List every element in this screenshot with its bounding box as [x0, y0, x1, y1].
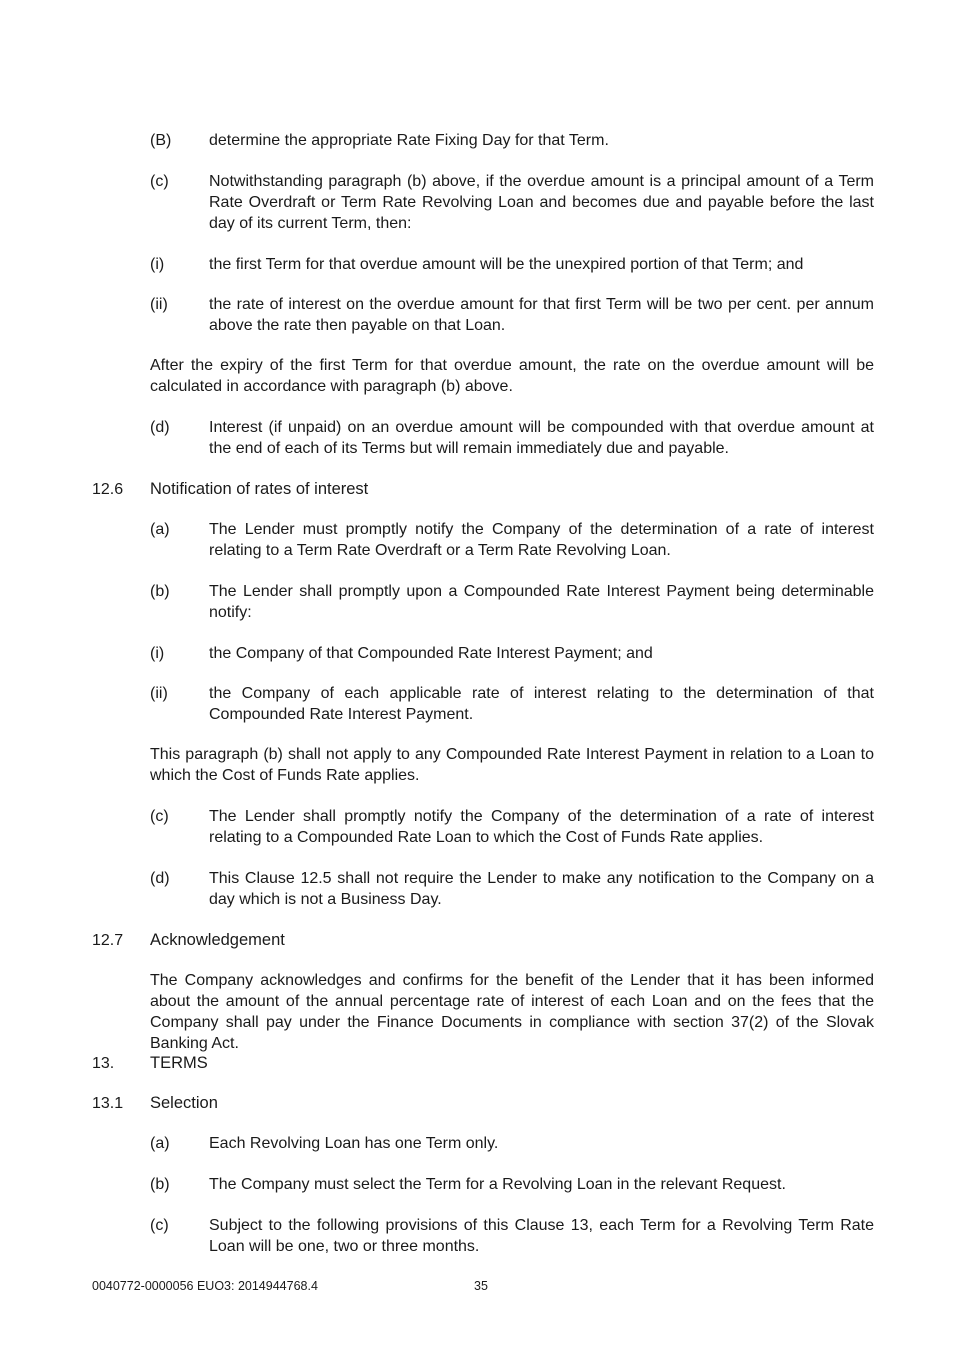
paragraph-text: the Company of that Compounded Rate Interest Payment; and	[209, 645, 653, 662]
paragraph-text: The Company acknowledges and confirms for the benefit of the Lender that it has been informed about the amount of the annual percentage rate of interest of each Loan and on the fees that the Company shall pay under the Finance Documents in compliance with section 37(2) of the Slovak Banking Act.	[150, 972, 874, 1052]
paragraph-text: Notwithstanding paragraph (b) above, if the overdue amount is a principal amount of a Term Rate Overdraft or Term Rate Revolving Loan and becomes due and payable before the last day of its current Term, then:	[209, 173, 874, 232]
paragraph-label: (c)	[150, 1217, 169, 1234]
paragraph-text: The Lender must promptly notify the Company of the determination of a rate of interest relating to a Term Rate Overdraft or a Term Rate Revolving Loan.	[209, 521, 874, 559]
paragraph-text: Interest (if unpaid) on an overdue amount will be compounded with that overdue amount at the end of each of its Terms but will remain immediately due and payable.	[209, 419, 874, 457]
paragraph-label: (ii)	[150, 685, 168, 702]
paragraph-label: (d)	[150, 419, 170, 436]
page-number: 35	[474, 1279, 488, 1293]
paragraph-text: the Company of each applicable rate of interest relating to the determination of that Compounded Rate Interest Payment.	[209, 685, 874, 723]
paragraph-label: (i)	[150, 645, 165, 662]
paragraph-label: (b)	[150, 1176, 170, 1193]
clause-number: 13.1	[92, 1095, 124, 1112]
paragraph-text: determine the appropriate Rate Fixing Day for that Term.	[209, 132, 609, 149]
paragraph-text: The Lender shall promptly upon a Compounded Rate Interest Payment being determinable notify:	[209, 583, 874, 621]
paragraph-text: the first Term for that overdue amount will be the unexpired portion of that Term; and	[209, 256, 804, 273]
clause-heading: Acknowledgement	[150, 931, 285, 949]
paragraph-text: Each Revolving Loan has one Term only.	[209, 1135, 499, 1152]
paragraph-label: (c)	[150, 808, 169, 825]
clause-number: 12.6	[92, 481, 124, 498]
paragraph-text: This Clause 12.5 shall not require the Lender to make any notification to the Company on a day which is not a Business Day.	[209, 870, 874, 908]
paragraph-label: (c)	[150, 173, 169, 190]
clause-number: 13.	[92, 1055, 115, 1072]
paragraph-text: the rate of interest on the overdue amount for that first Term will be two per cent. per annum above the rate then payable on that Loan.	[209, 296, 874, 334]
document-reference: 0040772-0000056 EUO3: 2014944768.4	[92, 1279, 318, 1293]
clause-number: 12.7	[92, 932, 124, 949]
paragraph-text: The Lender shall promptly notify the Company of the determination of a rate of interest relating to a Compounded Rate Loan to which the Cost of Funds Rate applies.	[209, 808, 874, 846]
paragraph-text: The Company must select the Term for a Revolving Loan in the relevant Request.	[209, 1176, 786, 1193]
paragraph-text: Subject to the following provisions of this Clause 13, each Term for a Revolving Term Rate Loan will be one, two or three months.	[209, 1217, 874, 1255]
paragraph-label: (i)	[150, 256, 165, 273]
paragraph-text: After the expiry of the first Term for that overdue amount, the rate on the overdue amount will be calculated in accordance with paragraph (b) above.	[150, 357, 874, 395]
clause-heading: TERMS	[150, 1054, 208, 1072]
clause-heading: Selection	[150, 1094, 218, 1112]
paragraph-label: (B)	[150, 132, 172, 149]
paragraph-text: This paragraph (b) shall not apply to any Compounded Rate Interest Payment in relation to a Loan to which the Cost of Funds Rate applies.	[150, 746, 874, 784]
paragraph-label: (ii)	[150, 296, 168, 313]
paragraph-label: (a)	[150, 1135, 170, 1152]
paragraph-label: (b)	[150, 583, 170, 600]
paragraph-label: (a)	[150, 521, 170, 538]
paragraph-label: (d)	[150, 870, 170, 887]
clause-heading: Notification of rates of interest	[150, 480, 369, 498]
